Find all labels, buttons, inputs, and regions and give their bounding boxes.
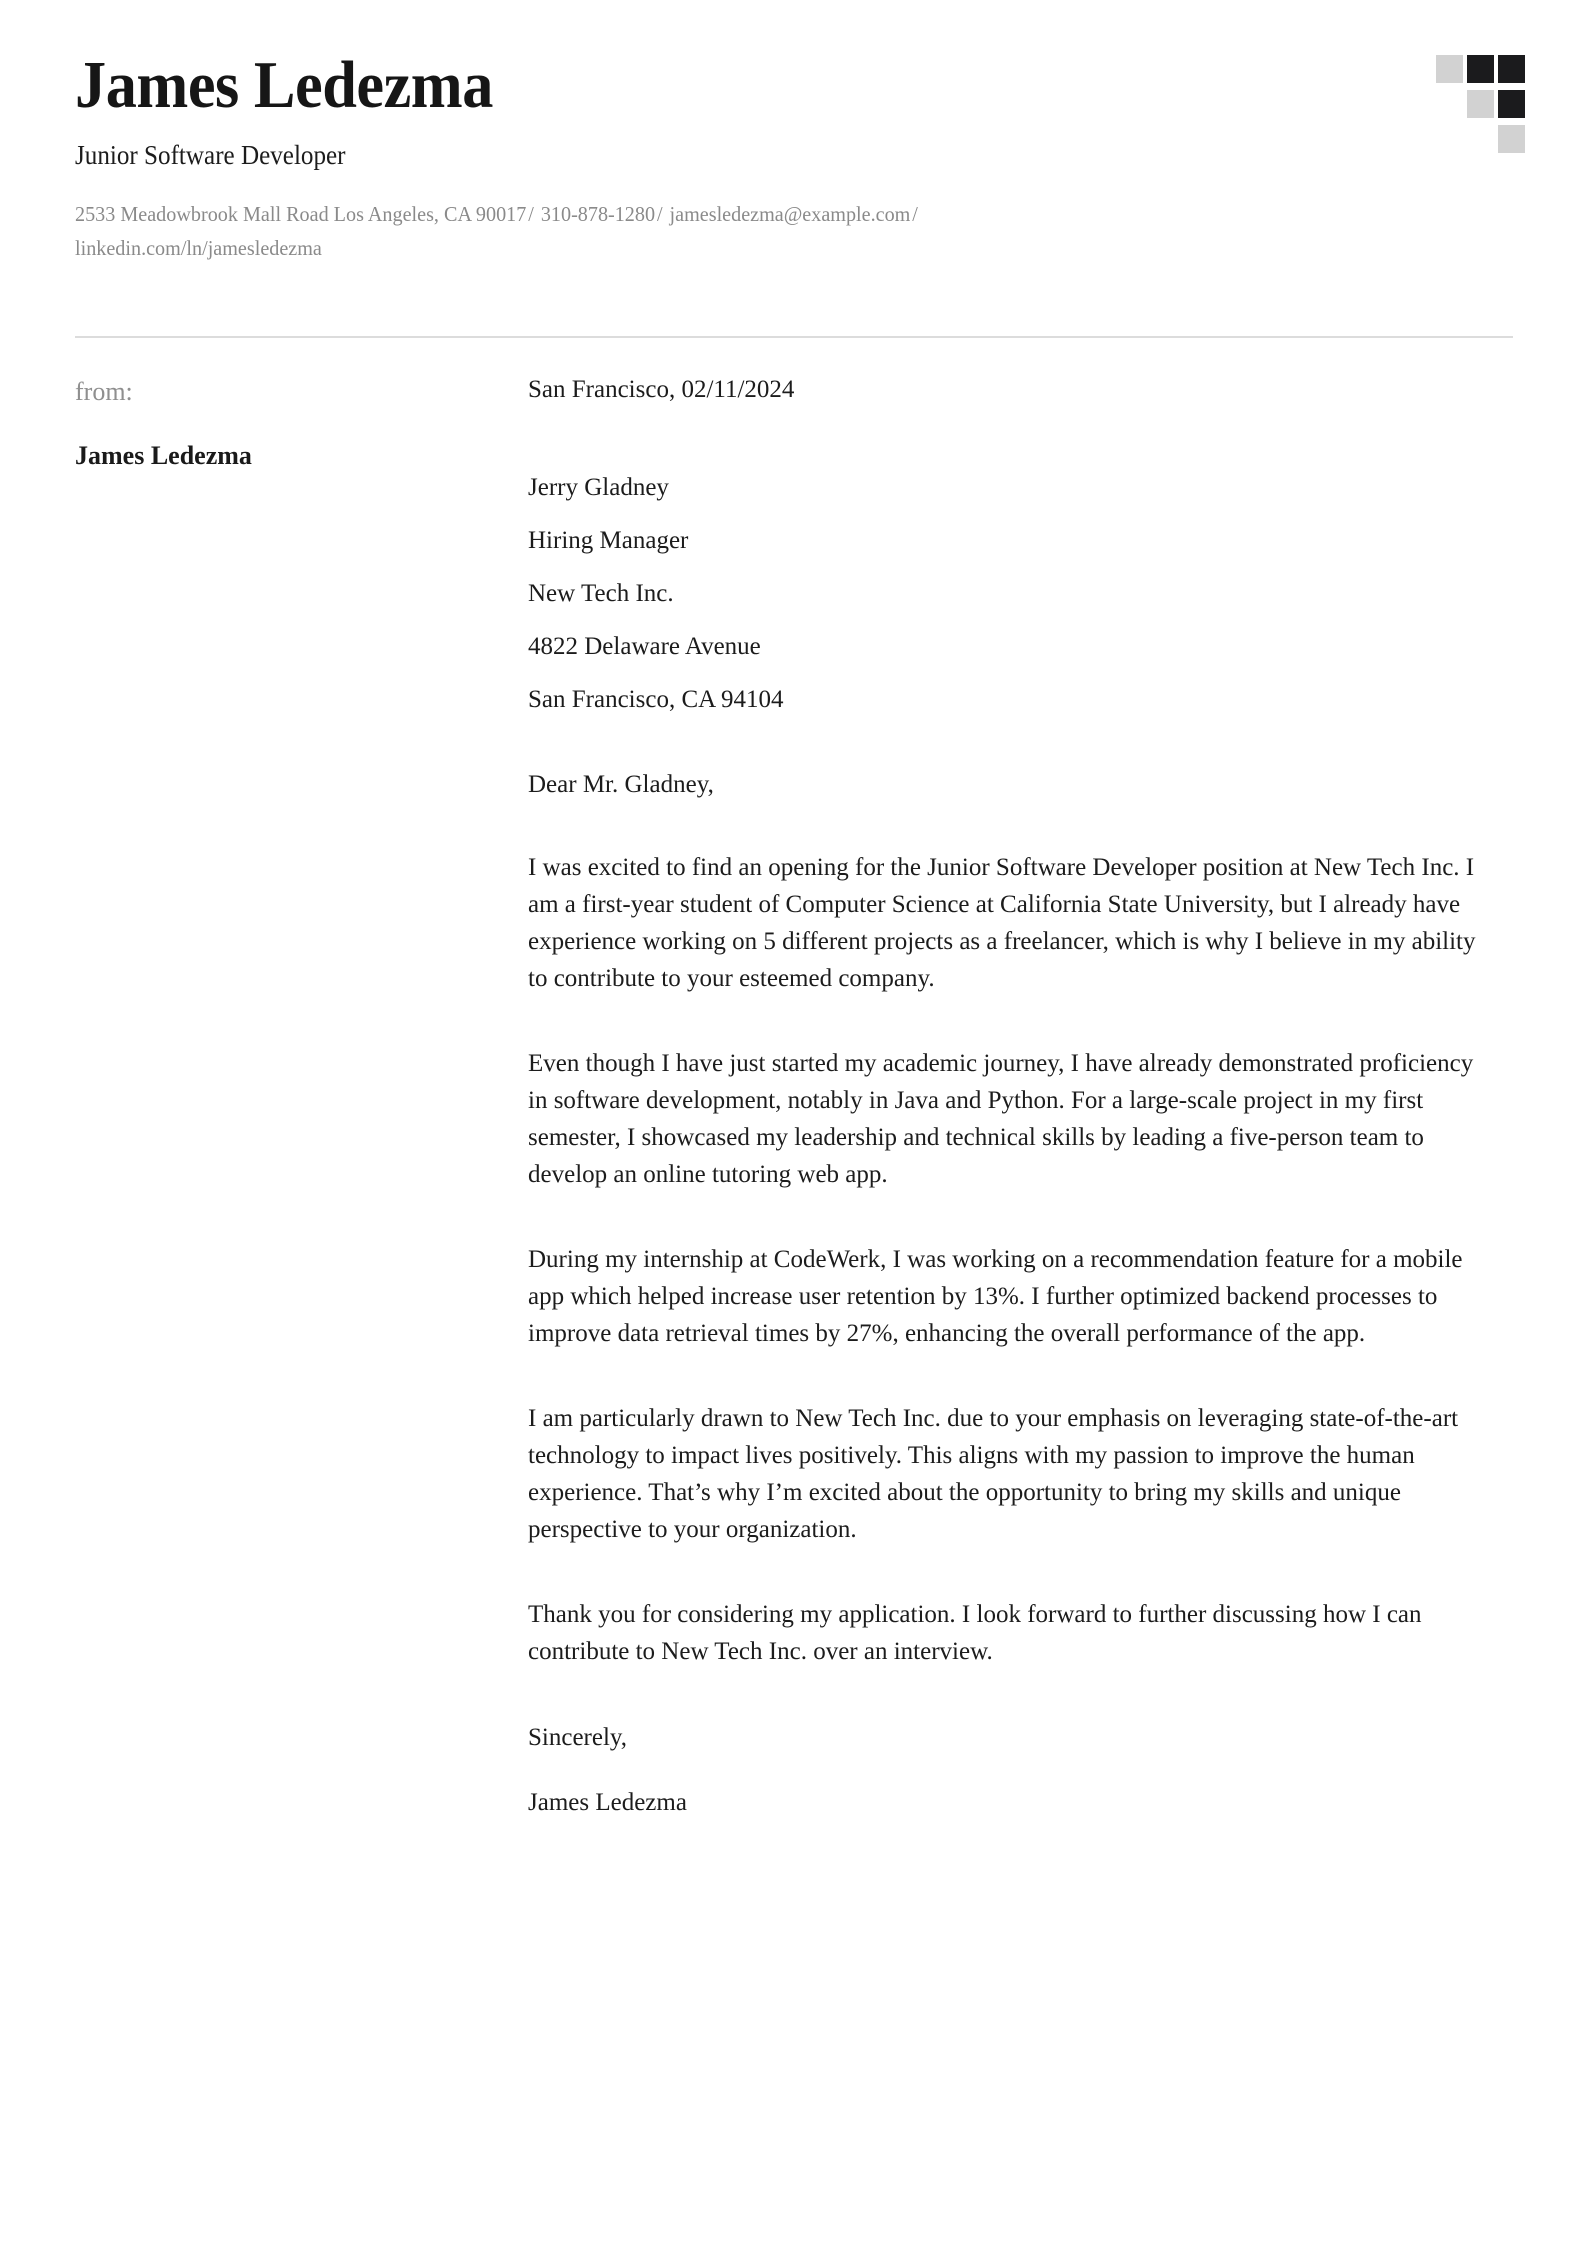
letter-column [528, 374, 1496, 1819]
recipient-city: San Francisco, CA 94104 [528, 685, 784, 713]
recipient-name: Jerry Gladney [528, 473, 669, 501]
contact-linkedin[interactable]: linkedin.com/ln/jamesledezma [75, 235, 322, 260]
logo-grid-icon [1436, 55, 1524, 153]
contact-info [75, 197, 1131, 265]
logo-cell-row1-col2 [1467, 55, 1494, 83]
contact-separator-3: / [912, 201, 918, 226]
signature-name: James Ledezma [528, 1788, 687, 1816]
salutation: Dear Mr. Gladney, [528, 770, 714, 798]
sender-name: James Ledezma [75, 441, 252, 471]
body-paragraph-4: I am particularly drawn to New Tech Inc. due to your emphasis on leveraging state-of-the-art technology to impact lives positively. This aligns with my passion to improve the human experience. That’s why I’m excited about the opportunity to bring my skills and unique perspective to your organization. [528, 1405, 1459, 1543]
logo-cell-row3-col3 [1498, 125, 1525, 153]
date-line: San Francisco, 02/11/2024 [528, 376, 795, 403]
body-paragraph-2: Even though I have just started my academic journey, I have already demonstrated proficiency in software development, notably in Java and Python. For a large-scale project in my first semester, I showcased my leadership and technical skills by leading a five-person team to develop an online tutoring web app. [528, 1050, 1474, 1188]
contact-separator-1: / [528, 201, 534, 226]
contact-address: 2533 Meadowbrook Mall Road Los Angeles, CA 90017 [75, 201, 527, 226]
body-paragraph-5: Thank you for considering my application. I look forward to further discussing how I can contribute to New Tech Inc. over an interview. [528, 1601, 1422, 1665]
contact-phone[interactable]: 310-878-1280 [540, 201, 656, 226]
logo-cell-row1-col1 [1436, 55, 1463, 83]
letter-body [75, 374, 1513, 1819]
recipient-block [528, 475, 1496, 712]
recipient-role: Hiring Manager [528, 526, 689, 554]
body-paragraph-1: I was excited to find an opening for the Junior Software Developer position at New Tech Inc. I am a first-year student of Computer Science at California State University, but I already have experience working on 5 different projects as a freelancer, which is why I believe in my ability to contribute to your esteemed company. [528, 854, 1476, 992]
body-paragraph-3: During my internship at CodeWerk, I was working on a recommendation feature for a mobile app which helped increase user retention by 13%. I further optimized backend processes to improve data retrieval times by 27%, enhancing the overall performance of the app. [528, 1246, 1463, 1347]
sender-column [75, 374, 528, 471]
logo-cell-row2-col2 [1467, 90, 1494, 118]
from-label: from: [75, 377, 133, 406]
job-title: Junior Software Developer [75, 140, 346, 170]
header-divider [75, 336, 1513, 338]
closing-line: Sincerely, [528, 1724, 628, 1751]
recipient-street: 4822 Delaware Avenue [528, 632, 761, 660]
logo-cell-row2-col3 [1498, 90, 1525, 118]
contact-separator-2: / [656, 201, 663, 226]
letter-header [75, 48, 1513, 265]
page-title: James Ledezma [75, 48, 493, 122]
contact-email[interactable]: jamesledezma@example.com [669, 201, 911, 226]
recipient-company: New Tech Inc. [528, 579, 674, 607]
logo-cell-row1-col3 [1498, 55, 1525, 83]
